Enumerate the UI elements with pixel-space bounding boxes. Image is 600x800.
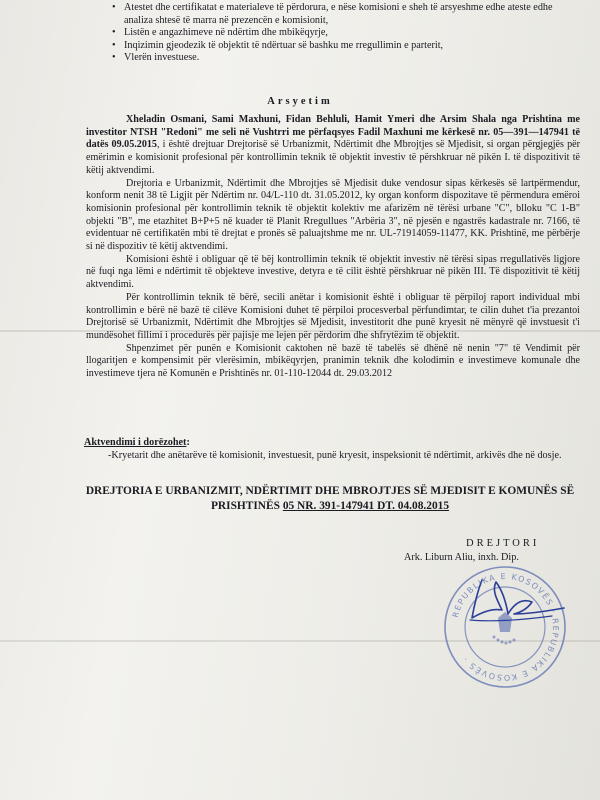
paragraph-bold: Xheladin Osmani, Sami Maxhuni, Fidan Behluli, Hamit Ymeri dhe Arsim Shala nga Prishtina me investitor NTSH "Redoni" me seli në Vushtrri me përfaqsyes Fadil Maxhuni me kërkesë nr. 05—391—147941 të datës 09.05.2015 (86, 114, 580, 151)
paragraph: Drejtoria e Urbanizmit, Ndërtimit dhe Mbrojtjes së Mjedisit duke vendosur sipas kërkesës së lartpërmendur, konform nenit 38 të Ligjit për Ndërtim nr. 04/L-110 dt. 31.05.2012, ky organ konform dispozitave të përmendura emëroi komisionin profesional për kontrollimin teknik të objektit kolektiv me afarizëm në tërësi urbane "C", blloku "C 1-B" objekti "B", me etazhitet B+P+5 në kuader të Planit Rregullues "Arbëria 3", në pjesën e ngastrës kadastrale nr. 7166, të evidentuar në certifikatën mbi të drejtat e pronës së paluajtshme me nr. UL-71914059-11477, KK. Prishtinë, me përbërje si në dispozitiv të këtij aktvendimi. (86, 177, 580, 253)
section-heading: Arsyetim (267, 96, 333, 107)
authority-city: PRISHTINËS (210, 499, 283, 512)
delivery-section (84, 436, 584, 462)
paragraph: Për kontrollimin teknik të bërë, secili anëtar i komisionit është i obliguar të përpiloj raport individual mbi kontrollimin e bërë në bazë të cilëve Komisioni duhet të përpiloi procesverbal përfundimtar, te cilin duhet t'ia prezantoi Drejtorisë së Urbanizmit, Ndërtimit dhe Mbrojtjes së Mjedisit, investitorit dhe punë kryesit në mënyrë që invstuesit t'i mundësohet fillimi i procedurës për pajisje me lejen për përdorim dhe shfrytëzim të objektit. (86, 291, 580, 341)
paragraph (86, 114, 580, 178)
paragraph-text: , i është drejtuar Drejtorisë së Urbanizmit, Ndërtimit dhe Mbrojtjes së Mjedisit, si organ përgjegjës për emërimin e komisionit profesional për kontrollimin teknik të objektit investiv të përshkruar në pikën I. të dispozitivit të këtij aktvendimi. (86, 139, 580, 176)
authority-line: DREJTORIA E URBANIZMIT, NDËRTIMIT DHE MBROJTJES SË MJEDISIT E KOMUNËS SË (85, 485, 575, 497)
delivery-text: -Kryetarit dhe anëtarëve të komisionit, investuesit, punë kryesit, inspeksionit të ndërtimit, arkivës dhe në dosje. (108, 450, 562, 461)
list-item: • Inqizimin gjeodezik të objektit të ndërtuar së bashku me rregullimin e parterit, (112, 40, 582, 53)
delivery-title: Aktvendimi i dorëzohet (84, 437, 187, 448)
paragraph: Shpenzimet për punën e Komisionit caktohen në bazë të tabelës së dhënë në nenin "7" të Vendimit për llogaritjen e kompensimit për vlerësimin, mbikëqyrjen, pranimin teknik dhe kolodimin e investimeve komunale dhe investimeve tjera në Komunën e Prishtinës nr. 01-110-12044 dt. 29.03.2012 (86, 342, 580, 380)
list-item: • Atestet dhe certifikatat e materialeve të përdorura, e nëse komisioni e sheh të arsyeshme edhe ateste edhe analiza shtesë të marra në prezencën e komisionit, (112, 2, 582, 27)
list-item: • Listën e angazhimeve në ndërtim dhe mbikëqyrje, (112, 27, 582, 40)
paragraph: Komisioni është i obliguar që të bëj kontrollimin teknik të objektit investiv në tërësi sipas rregullativës ligjore në fuqi nga lëmi e ndërtimit të objekteve investive, detyra e të cilit është përshkruar në pikën III. Të dispozitivit të këtij aktvendimi. (86, 253, 580, 291)
signatory-title: DREJTORI (466, 538, 540, 549)
handwritten-signature (452, 568, 572, 628)
document-reference: 05 NR. 391-147941 DT. 04.08.2015 (282, 499, 450, 512)
reasoning-body (86, 114, 580, 381)
authority-line-2 (70, 499, 590, 514)
delivery-colon: : (186, 437, 190, 448)
requirements-list (112, 2, 582, 65)
signatory-name: Ark. Liburn Aliu, inxh. Dip. (404, 552, 519, 563)
svg-text:REPUBLIKA E KOSOVËS · REPUBLIK: REPUBLIKA E KOSOVËS · REPUBLIKA E KOSOVËS · (450, 571, 561, 683)
list-item: • Vlerën investuese. (112, 52, 582, 65)
issuing-authority (70, 484, 590, 513)
